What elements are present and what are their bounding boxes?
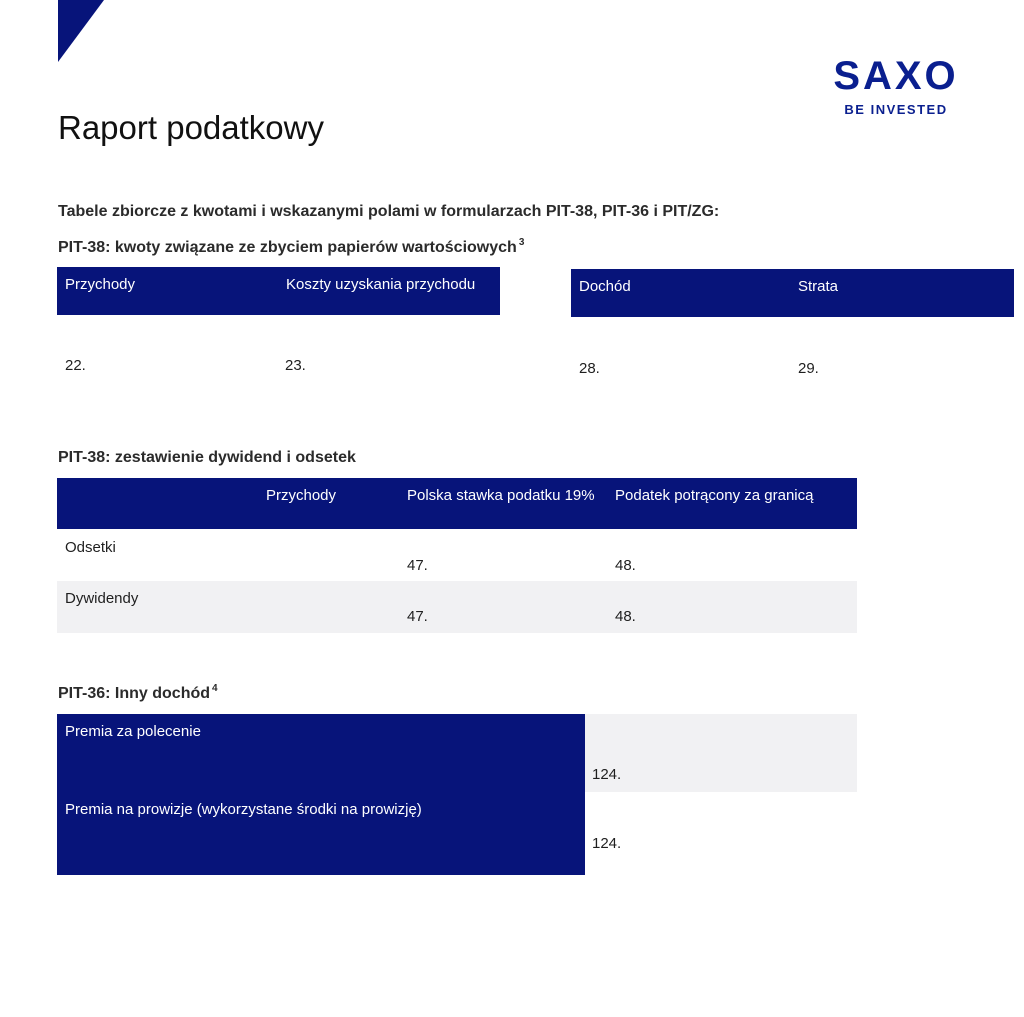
premia-prowizje-value: 124.: [592, 835, 622, 852]
pit38-right-header-bar: [571, 269, 1014, 317]
section2-heading: PIT-38: zestawienie dywidend i odsetek: [58, 449, 356, 466]
footnote-4: 4: [212, 683, 218, 694]
header-dividend-przychody: Przychody: [266, 487, 337, 504]
summary-heading: Tabele zbiorcze z kwotami i wskazanymi polami w formularzach PIT-38, PIT-36 i PIT/ZG:: [58, 203, 720, 220]
dywidendy-value-48: 48.: [615, 608, 636, 625]
row-label-premia-polecenie: Premia za polecenie: [65, 723, 201, 740]
row-label-premia-prowizje: Premia na prowizje (wykorzystane środki na prowizję): [65, 801, 422, 818]
odsetki-value-47: 47.: [407, 557, 428, 574]
odsetki-value-48: 48.: [615, 557, 636, 574]
table-row: [57, 581, 857, 633]
header-przychody: Przychody: [65, 276, 136, 293]
value-field-29: 29.: [798, 360, 819, 377]
value-field-28: 28.: [579, 360, 600, 377]
value-field-23: 23.: [285, 357, 306, 374]
premia-polecenie-value: 124.: [592, 766, 622, 783]
row-label-odsetki: Odsetki: [65, 539, 116, 556]
page-title: Raport podatkowy: [58, 109, 324, 146]
saxo-logo: [828, 56, 964, 117]
row-label-dywidendy: Dywidendy: [65, 590, 139, 607]
header-strata: Strata: [798, 278, 839, 295]
logo-word: SAXO: [833, 54, 959, 98]
corner-triangle-decoration: [58, 0, 104, 62]
header-dochod: Dochód: [579, 278, 631, 295]
header-koszty: Koszty uzyskania przychodu: [286, 276, 476, 293]
logo-tagline: BE INVESTED: [844, 102, 948, 117]
section1-heading-text: PIT-38: kwoty związane ze zbyciem papierów wartościowych: [58, 239, 517, 256]
footnote-3: 3: [518, 237, 525, 248]
other-income-value-grey: [585, 714, 857, 792]
section3-heading: [58, 683, 218, 703]
section3-heading-text: PIT-36: Inny dochód: [58, 685, 211, 702]
value-field-22: 22.: [65, 357, 86, 374]
dywidendy-value-47: 47.: [407, 608, 428, 625]
header-stawka-19: Polska stawka podatku 19%: [407, 487, 595, 504]
header-podatek-granica: Podatek potrącony za granicą: [615, 487, 814, 504]
section1-heading: [58, 237, 524, 257]
